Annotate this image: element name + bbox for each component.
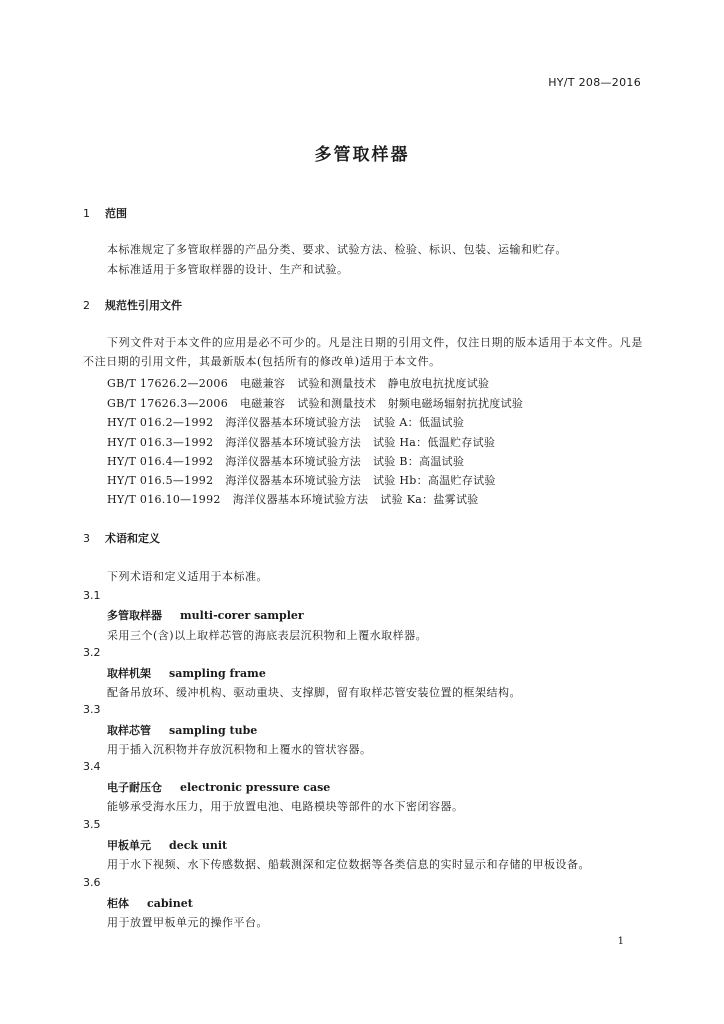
section-2-heading [83,297,182,313]
term-zh: 甲板单元 [107,839,151,852]
reference-subtitle: 试验 B：高温试验 [373,455,465,468]
reference-title: 海洋仪器基本环境试验方法 [225,436,361,449]
term-en: cabinet [147,897,193,910]
term-number: 3.4 [83,760,101,773]
term-en: sampling tube [169,724,258,737]
term-zh: 取样机架 [107,667,151,680]
term-heading [107,665,266,681]
paragraph: 下列文件对于本文件的应用是必不可少的。凡是注日期的引用文件，仅注日期的版本适用于本文件。凡是不注日期的引用文件，其最新版本(包括所有的修改单)适用于本文件。 [83,336,643,368]
reference-subtitle: 试验 Hb：高温贮存试验 [373,474,496,487]
reference-code: GB/T 17626.3—2006 [107,397,228,410]
term-heading [107,607,304,623]
paragraph: 下列术语和定义适用于本标准。 [107,570,268,583]
reference-subtitle: 试验 Ka：盐雾试验 [380,493,479,506]
reference-code: HY/T 016.2—1992 [107,416,214,429]
reference-subtitle: 试验和测量技术 静电放电抗扰度试验 [297,377,490,390]
reference-title: 电磁兼容 [240,397,286,410]
term-en: sampling frame [169,667,266,680]
term-zh: 多管取样器 [107,609,162,622]
term-definition: 采用三个(含)以上取样芯管的海底表层沉积物和上覆水取样器。 [107,629,428,642]
term-number: 3.1 [83,589,101,602]
section-title: 术语和定义 [105,532,160,545]
section-number: 2 [83,299,90,312]
term-zh: 柜体 [107,897,129,910]
term-number: 3.6 [83,876,101,889]
term-number: 3.3 [83,703,101,716]
term-number: 3.5 [83,818,101,831]
term-en: multi-corer sampler [180,609,304,622]
term-heading [107,779,330,795]
term-definition: 配备吊放环、缓冲机构、驱动重块、支撑脚，留有取样芯管安装位置的框架结构。 [107,686,521,699]
term-zh: 电子耐压仓 [107,781,162,794]
reference-title: 海洋仪器基本环境试验方法 [225,455,361,468]
reference-code: HY/T 016.4—1992 [107,455,214,468]
reference-code: HY/T 016.10—1992 [107,493,221,506]
term-heading [107,895,193,911]
section-title: 规范性引用文件 [105,299,182,312]
standard-code: HY/T 208—2016 [548,76,641,89]
page-number: 1 [617,936,624,947]
reference-item [107,375,489,391]
reference-subtitle: 试验和测量技术 射频电磁场辐射抗扰度试验 [297,397,524,410]
reference-subtitle: 试验 Ha：低温贮存试验 [373,436,496,449]
term-heading [107,837,227,853]
term-en: electronic pressure case [180,781,331,794]
reference-title: 海洋仪器基本环境试验方法 [225,416,361,429]
term-zh: 取样芯管 [107,724,151,737]
term-definition: 用于放置甲板单元的操作平台。 [107,916,268,929]
reference-item [107,414,464,430]
reference-code: HY/T 016.5—1992 [107,474,214,487]
paragraph: 本标准适用于多管取样器的设计、生产和试验。 [107,263,349,276]
reference-title: 海洋仪器基本环境试验方法 [225,474,361,487]
section-title: 范围 [105,207,127,220]
reference-subtitle: 试验 A：低温试验 [373,416,465,429]
section-1-heading [83,205,127,221]
reference-title: 电磁兼容 [240,377,286,390]
reference-code: HY/T 016.3—1992 [107,436,214,449]
term-number: 3.2 [83,646,101,659]
reference-item [107,453,464,469]
reference-title: 海洋仪器基本环境试验方法 [232,493,369,506]
document-title: 多管取样器 [314,145,410,165]
reference-item [107,472,496,488]
term-definition: 用于水下视频、水下传感数据、船载测深和定位数据等各类信息的实时显示和存储的甲板设备。 [107,858,590,871]
section-number: 3 [83,532,90,545]
reference-item [107,491,479,507]
term-definition: 能够承受海水压力，用于放置电池、电路模块等部件的水下密闭容器。 [107,800,464,813]
reference-item [107,434,495,450]
section-3-heading [83,530,160,546]
term-heading [107,722,257,738]
section-number: 1 [83,207,90,220]
reference-code: GB/T 17626.2—2006 [107,377,228,390]
term-definition: 用于插入沉积物并存放沉积物和上覆水的管状容器。 [107,743,372,756]
paragraph: 本标准规定了多管取样器的产品分类、要求、试验方法、检验、标识、包装、运输和贮存。 [107,243,567,256]
term-en: deck unit [169,839,228,852]
reference-item [107,395,523,411]
